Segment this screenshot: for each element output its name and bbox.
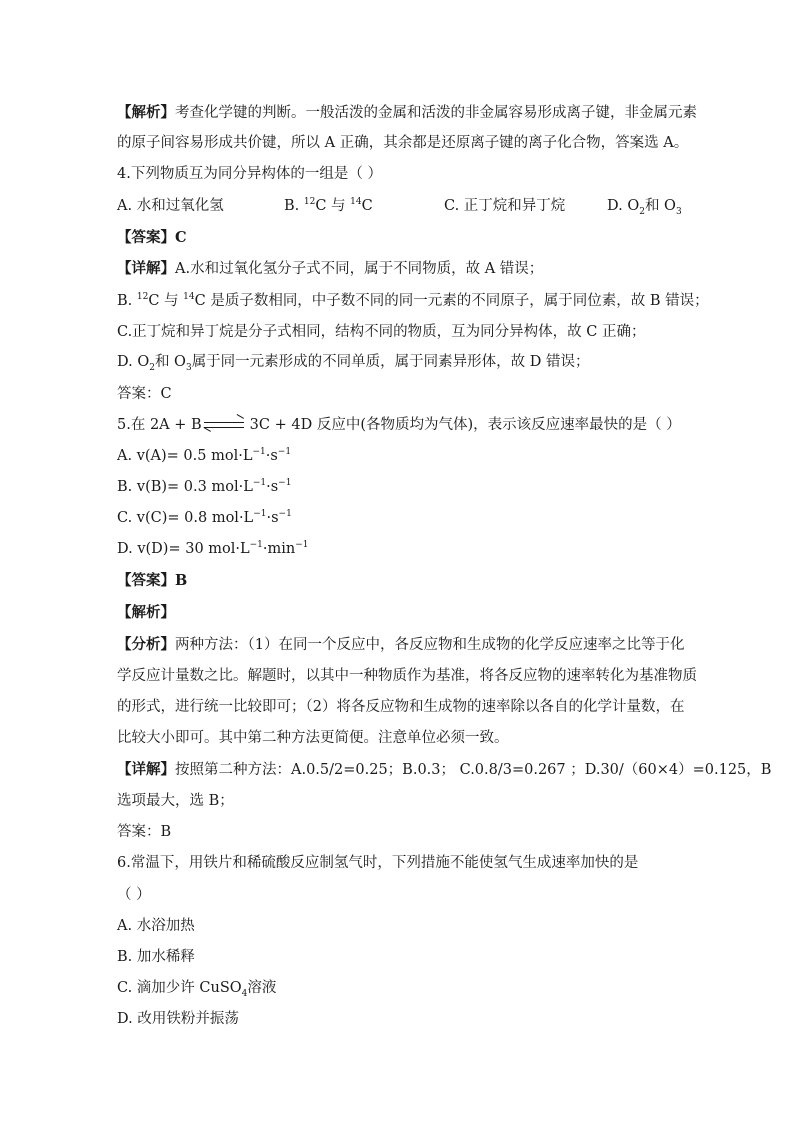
- q4-detail-a: 【详解】A.水和过氧化氢分子式不同，属于不同物质，故 A 错误；: [117, 260, 544, 277]
- q4-detail-c: C.正丁烷和异丁烷是分子式相同，结构不同的物质，互为同分异构体，故 C 正确；: [117, 324, 646, 340]
- q6-option-d: D. 改用铁粉并振荡: [117, 1011, 239, 1027]
- q5-stem: 5.在 2A + B 3C + 4D 反应中(各物质均为气体)，表示该反应速率最快的是（ ）: [117, 417, 681, 433]
- equilibrium-arrow-icon: [204, 419, 244, 431]
- q4-option-a: A. 水和过氧化氢: [117, 198, 224, 214]
- q5-option-c: C. v(C)= 0.8 $mol\cdot L^{-1}\cdot s^{-1}$: [117, 509, 292, 526]
- q4-option-b: B. $^{12}$C 与 $^{14}$C: [284, 197, 373, 214]
- q4-option-c: C. 正丁烷和异丁烷: [444, 198, 566, 214]
- q5-fenxi-line3: 的形式，进行统一比较即可；（2）将各反应物和生成物的速率除以各自的化学计量数，在: [117, 699, 685, 715]
- q5-option-b: B. v(B)= 0.3 $mol\cdot L^{-1}\cdot s^{-1}$: [117, 478, 292, 495]
- q5-detail-line1: 【详解】按照第二种方法：A.0.5/2=0.25；B.0.3； C.0.8/3=0.267 ；D.30/（60×4）=0.125，B: [117, 761, 772, 778]
- q4-option-d: D. $O_2$和 $O_3$: [607, 198, 682, 217]
- q6-option-b: B. 加水稀释: [117, 949, 195, 965]
- q5-answer: 【答案】B: [117, 572, 188, 589]
- q4-stem: 4.下列物质互为同分异构体的一组是（ ）: [117, 166, 382, 182]
- analysis-prev-line2: 的原子间容易形成共价键，所以 A 正确，其余都是还原离子键的离子化合物，答案选 A。: [117, 135, 689, 151]
- q6-stem: 6.常温下，用铁片和稀硫酸反应制氢气时，下列措施不能使氢气生成速率加快的是: [117, 855, 639, 871]
- analysis-tag: 【解析】: [117, 104, 175, 121]
- q6-option-a: A. 水浴加热: [117, 918, 195, 934]
- q5-fenxi-line4: 比较大小即可。其中第二种方法更简便。注意单位必须一致。: [117, 730, 509, 746]
- q4-detail-b: B. $^{12}$C 与 $^{14}$C 是质子数相同，中子数不同的同一元素的不同原子，属于同位素，故 B 错误；: [117, 292, 709, 309]
- q6-option-c: C. 滴加少许 CuSO$_4$溶液: [117, 980, 277, 999]
- analysis-prev-line1: 【解析】考查化学键的判断。一般活泼的金属和活泼的非金属容易形成离子键，非金属元素: [117, 104, 697, 121]
- q4-answer: 【答案】C: [117, 229, 187, 246]
- q5-option-d: D. v(D)= 30 $mol\cdot L^{-1}\cdot\min^{-1}$: [117, 540, 309, 557]
- q4-detail-d: D. $O_2$和 $O_3$属于同一元素形成的不同单质，属于同素异形体，故 D 错误；: [117, 354, 590, 373]
- q5-option-a: A. v(A)= 0.5 $mol\cdot L^{-1}\cdot s^{-1}$: [117, 447, 292, 464]
- q5-detail-line2: 选项最大，选 B；: [117, 793, 234, 809]
- q4-final-answer: 答案：C: [117, 386, 172, 402]
- q5-fenxi-line2: 学反应计量数之比。解题时，以其中一种物质作为基准，将各反应物的速率转化为基准物质: [117, 668, 697, 684]
- q6-paren: （ ）: [117, 887, 151, 903]
- q5-fenxi-line1: 【分析】两种方法：（1）在同一个反应中，各反应物和生成物的化学反应速率之比等于化: [117, 636, 685, 653]
- q5-analysis-tag: 【解析】: [117, 604, 175, 621]
- q5-final-answer: 答案：B: [117, 824, 172, 840]
